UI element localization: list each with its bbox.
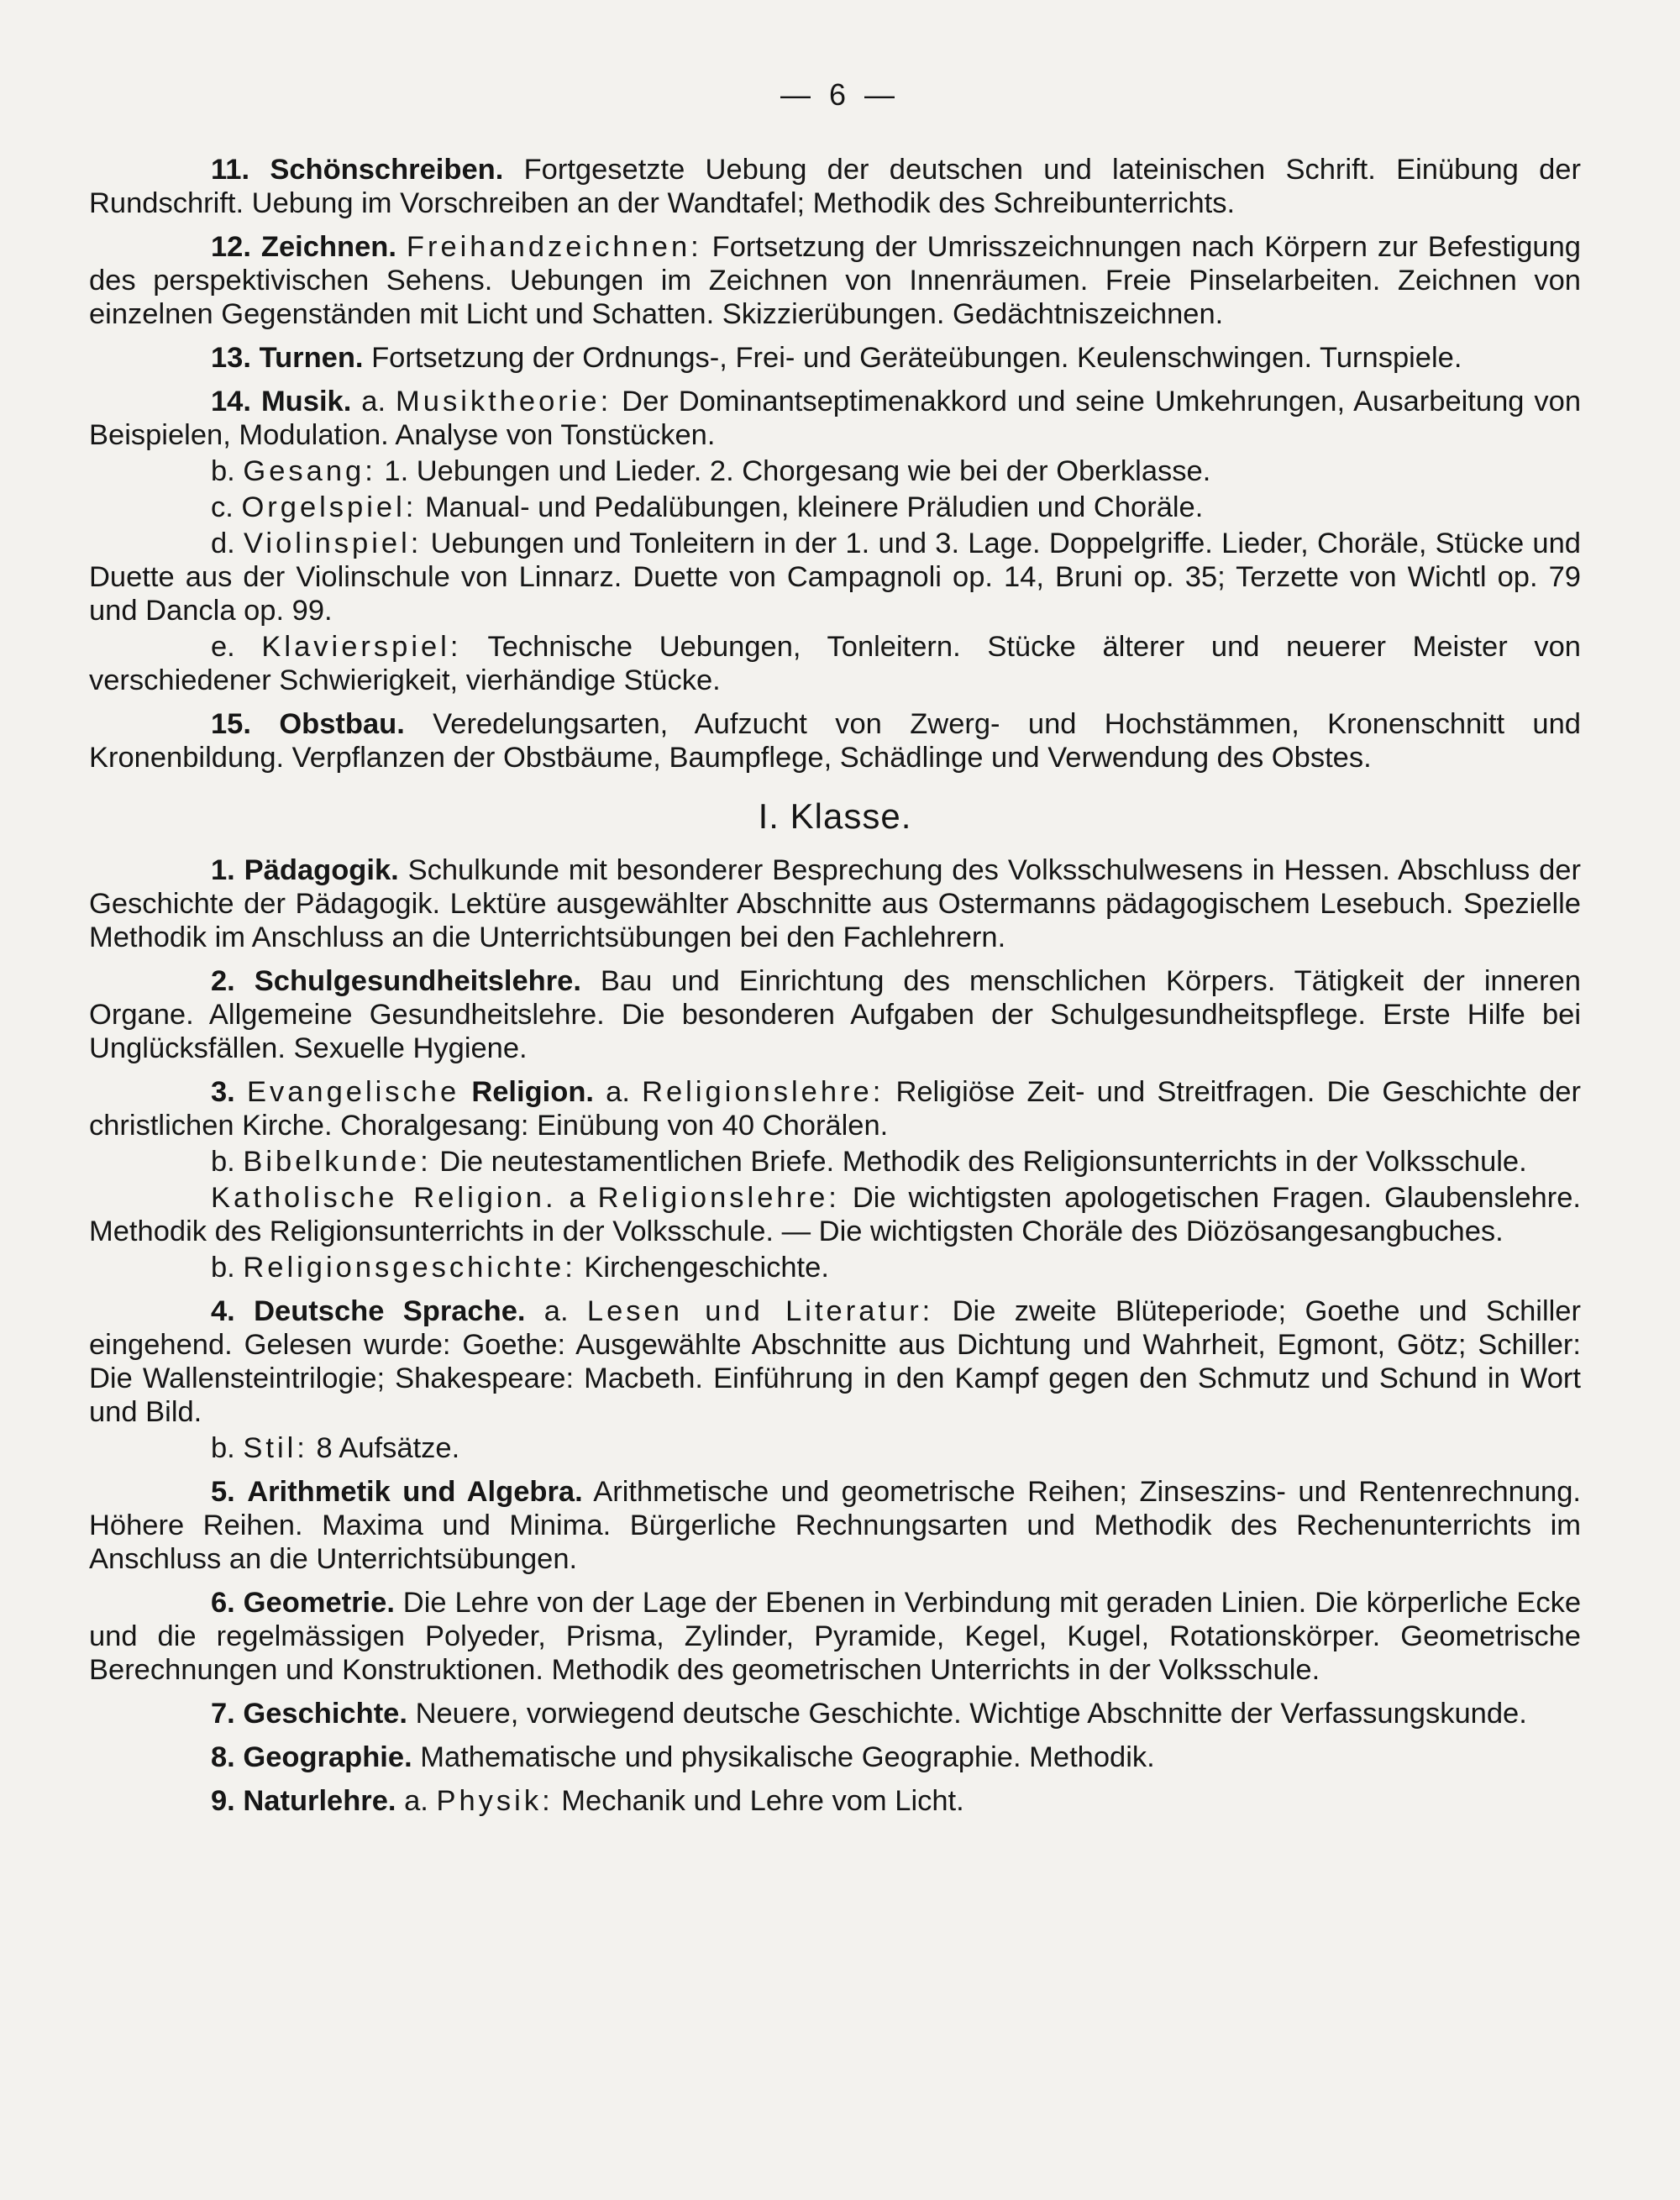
klasse-section-8-geographie [89,1741,1581,1774]
section-12-zeichnen [89,230,1581,331]
klasse-section-1-paedagogik [89,853,1581,954]
sub-text: Der Dominantseptimenakkord und seine Umkehrungen, Ausarbeitung von Beispielen, Modulation. Analyse von Tonstücken. [89,386,1582,451]
sub-text: Uebungen und Tonleitern in der 1. und 3. Lage. Doppelgriffe. Lieder, Choräle, Stücke und Duette aus der Violinschule von Linnarz. Duette von Campagnoli op. 14, Bruni op. 35; Terzette von Wichtl op. 79 und Dancla op. 99. [89,528,1581,627]
section-title: Schönschreiben. [270,154,504,186]
section-number: 12. [211,231,251,263]
spaced-subject: Klavierspiel: [261,631,462,663]
spaced-subject: Physik: [436,1785,554,1817]
section-number: 7. [211,1698,235,1730]
sub-text: Technische Uebungen, Tonleitern. Stücke älterer und neuerer Meister von verschiedener Schwierigkeit, vierhändige Stücke. [89,631,1581,696]
section-number: 4. [211,1295,235,1327]
section-number: 8. [211,1741,235,1773]
klasse-section-4-deutsche-sprache [89,1294,1581,1465]
section-text: Fortsetzung der Umrisszeichnungen nach Körpern zur Befestigung des perspektivischen Sehens. Uebungen im Zeichnen von Innenräumen. Freie Pinselarbeiten. Zeichnen von einzelnen Gegenständen mit Licht und Schatten. Skizzierübungen. Gedächtniszeichnen. [89,231,1581,330]
klasse-section-7-geschichte [89,1697,1581,1730]
section-number: 15. [211,708,251,740]
spaced-subject: Religionslehre: [642,1076,885,1108]
section-title: Pädagogik. [244,854,399,886]
section-text: Die Lehre von der Lage der Ebenen in Verbindung mit geraden Linien. Die körperliche Ecke und die regelmässigen Polyeder, Prisma, Zylinder, Pyramide, Kegel, Kugel, Rotationskörper. Geometrische Berechnungen und Konstruktionen. Methodik des geometrischen Unterrichts in der Volksschule. [89,1587,1582,1686]
sub-text: Religiöse Zeit- und Streitfragen. Die Geschichte der christlichen Kirche. Choralgesang: Einübung von 40 Chorälen. [89,1076,1581,1142]
subsection-a [89,385,1581,452]
section-title: Obstbau. [279,708,405,740]
section-text: Bau und Einrichtung des menschlichen Körpers. Tätigkeit der inneren Organe. Allgemeine Gesundheitslehre. Die besonderen Aufgaben der Schulgesundheitspflege. Erste Hilfe bei Unglücksfällen. Sexuelle Hygiene. [89,965,1581,1064]
subsection-katholisch-a [89,1181,1581,1248]
section-number: 3. [211,1076,235,1108]
sub-text: Mechanik und Lehre vom Licht. [561,1785,964,1817]
klasse-heading: I. Klasse. [758,796,912,836]
klasse-section-3-religion [89,1075,1581,1284]
section-title: Schulgesundheitslehre. [254,965,581,997]
sub-text: 1. Uebungen und Lieder. 2. Chorgesang wie bei der Oberklasse. [384,455,1211,487]
section-text: Fortsetzung der Ordnungs-, Frei- und Geräteübungen. Keulenschwingen. Turnspiele. [371,342,1462,374]
subsection-b [89,1431,1581,1465]
page-number: — 6 — [780,77,900,112]
section-title: Turnen. [259,342,364,374]
spaced-subject: Lesen und Literatur: [586,1295,934,1327]
spaced-subject: Bibelkunde: [243,1146,432,1178]
section-title: Geographie. [243,1741,412,1773]
spaced-subject: Religionslehre: [597,1182,840,1214]
section-text: Fortgesetzte Uebung der deutschen und lateinischen Schrift. Einübung der Rundschrift. Uebung im Vorschreiben an der Wandtafel; Methodik des Schreibunterrichts. [89,154,1581,219]
sub-text: Kirchengeschichte. [584,1252,829,1284]
section-number: 13. [211,342,251,374]
spaced-subject: Evangelische [246,1076,460,1108]
sub-letter: a [569,1182,585,1214]
sub-letter: a. [404,1785,428,1817]
subsection-b [89,454,1581,488]
section-title: Arithmetik und Algebra. [247,1476,583,1508]
section-text: Arithmetische und geometrische Reihen; Zinseszins- und Rentenrechnung. Höhere Reihen. Maxima und Minima. Bürgerliche Rechnungsarten und Methodik des Rechenunterrichts im Anschluss an die Unterrichtsübungen. [89,1476,1582,1575]
spaced-subject: Violinspiel: [244,528,423,559]
subsection-c [89,491,1581,524]
spaced-subject: Stil: [243,1432,308,1464]
section-13-turnen [89,341,1581,375]
section-15-obstbau [89,707,1581,774]
section-text: Mathematische und physikalische Geographie. Methodik. [420,1741,1155,1773]
sub-letter: d. [211,528,235,559]
section-number: 6. [211,1587,235,1619]
sub-letter: b. [211,1146,235,1178]
sub-letter: a. [606,1076,630,1108]
sub-text: Die wichtigsten apologetischen Fragen. Glaubenslehre. Methodik des Religionsunterrichts in der Volksschule. — Die wichtigsten Choräle des Diözösangesangbuches. [89,1182,1581,1247]
section-number: 9. [211,1785,235,1817]
spaced-subject: Gesang: [243,455,376,487]
sub-text: Die neutestamentlichen Briefe. Methodik des Religionsunterrichts in der Volksschule. [439,1146,1527,1178]
klasse-section-6-geometrie [89,1586,1581,1687]
sub-letter: a. [543,1295,569,1327]
section-title: Zeichnen. [260,231,396,263]
section-number: 2. [211,965,235,997]
section-14-musik [89,385,1581,697]
spaced-subject: Orgelspiel: [241,491,417,523]
spaced-subject: Religionsgeschichte: [243,1252,576,1284]
sub-text: Die zweite Blüteperiode; Goethe und Schiller eingehend. Gelesen wurde: Goethe: Ausgewählte Abschnitte aus Dichtung und Wahrheit, Egmont, Götz; Schiller: Die Wallensteintrilogie; Shakespeare: Macbeth. Einführung in den Kampf gegen den Schmutz und Schund in Wort und Bild. [89,1295,1581,1428]
klasse-section-2-schulgesundheitslehre [89,964,1581,1065]
sub-letter: a. [361,386,386,417]
spaced-subject: Musiktheorie: [396,386,612,417]
sub-letter: c. [211,491,234,523]
section-11-schoenschreiben [89,153,1581,220]
section-title: Religion. [471,1076,594,1108]
section-number: 14. [211,386,251,417]
subsection-evangelisch-b [89,1145,1581,1179]
subsection-evangelisch-a [89,1075,1581,1142]
section-title: Musik. [260,386,352,417]
section-title: Naturlehre. [243,1785,396,1817]
sub-letter: e. [211,631,235,663]
section-title: Geschichte. [243,1698,407,1730]
section-number: 5. [211,1476,235,1508]
section-number: 1. [211,854,235,886]
sub-letter: b. [211,1252,235,1284]
sub-text: Manual- und Pedalübungen, kleinere Präludien und Choräle. [424,491,1204,523]
subsection-katholisch-b [89,1251,1581,1284]
section-text: Schulkunde mit besonderer Besprechung des Volksschulwesens in Hessen. Abschluss der Geschichte der Pädagogik. Lektüre ausgewählter Abschnitte aus Ostermanns pädagogischem Lesebuch. Spezielle Methodik im Anschluss an die Unterrichtsübungen bei den Fachlehrern. [89,854,1581,953]
sub-text: 8 Aufsätze. [316,1432,460,1464]
section-text: Veredelungsarten, Aufzucht von Zwerg- und Hochstämmen, Kronenschnitt und Kronenbildung. Verpflanzen der Obstbäume, Baumpflege, Schädlinge und Verwendung des Obstes. [89,708,1581,774]
section-title: Geometrie. [243,1587,395,1619]
subsection-a [89,1294,1581,1429]
spaced-subject: Freihandzeichnen: [406,231,702,263]
klasse-section-9-naturlehre [89,1784,1581,1818]
section-number: 11. [211,154,250,186]
spaced-subject: Katholische Religion. [211,1182,557,1214]
sub-letter: b. [211,1432,235,1464]
subsection-d [89,527,1581,627]
section-title: Deutsche Sprache. [254,1295,526,1327]
section-text: Neuere, vorwiegend deutsche Geschichte. Wichtige Abschnitte der Verfassungskunde. [415,1698,1527,1730]
subsection-e [89,630,1581,697]
document-body [89,153,1581,1828]
sub-letter: b. [211,455,235,487]
klasse-section-5-arithmetik [89,1475,1581,1576]
